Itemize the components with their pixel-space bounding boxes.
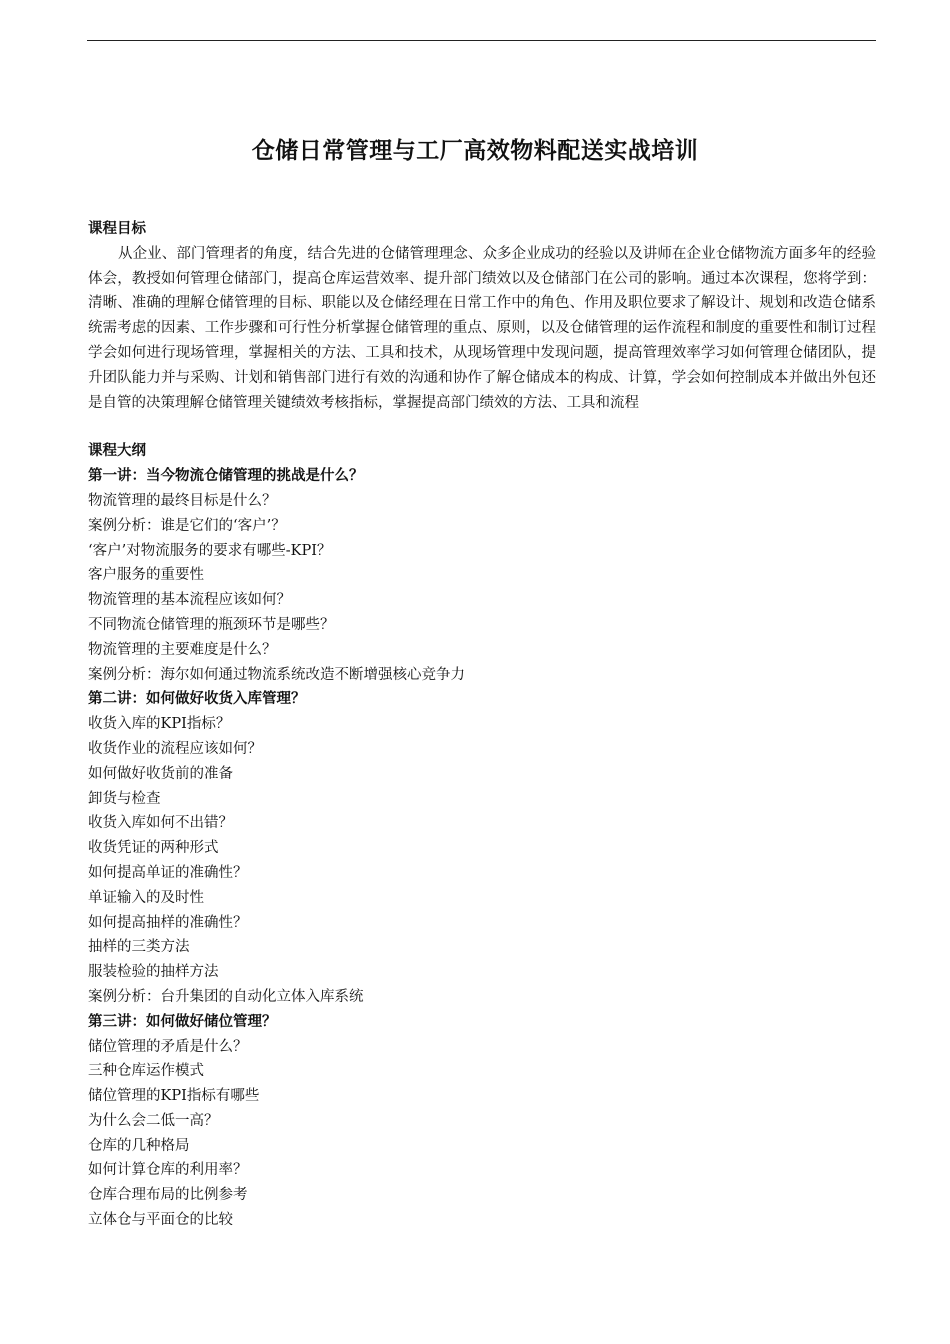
outline-item: 物流管理的基本流程应该如何？ xyxy=(88,592,291,609)
outline-item: 储位管理的KPI指标有哪些 xyxy=(88,1088,260,1105)
outline-item: 抽样的三类方法 xyxy=(88,939,190,956)
outline-item: 三种仓库运作模式 xyxy=(88,1063,204,1080)
outline-item: 为什么会二低一高？ xyxy=(88,1112,219,1129)
outline-item: 仓库的几种格局 xyxy=(88,1137,190,1154)
outline-item: 案例分析：谁是它们的‘客户’？ xyxy=(88,517,286,534)
lecture-heading: 第一讲：当今物流仓储管理的挑战是什么？ xyxy=(88,468,364,485)
outline-item: 物流管理的最终目标是什么？ xyxy=(88,492,277,509)
outline-item: 立体仓与平面仓的比较 xyxy=(88,1212,233,1229)
outline-item: 仓库合理布局的比例参考 xyxy=(88,1187,248,1204)
outline-item: 收货作业的流程应该如何？ xyxy=(88,740,262,757)
outline-list xyxy=(88,464,876,1233)
lecture-heading: 第二讲：如何做好收货入库管理？ xyxy=(88,691,306,708)
outline-item: 收货凭证的两种形式 xyxy=(88,840,219,857)
outline-item: 案例分析：台升集团的自动化立体入库系统 xyxy=(88,988,364,1005)
outline-item: 如何提高单证的准确性？ xyxy=(88,864,248,881)
outline-item: 如何做好收货前的准备 xyxy=(88,765,233,782)
outline-item: 服装检验的抽样方法 xyxy=(88,964,219,981)
header-rule xyxy=(87,40,876,41)
outline-item: 单证输入的及时性 xyxy=(88,889,204,906)
document-title: 仓储日常管理与工厂高效物料配送实战培训 xyxy=(251,138,699,164)
section-spacer xyxy=(88,415,876,439)
outline-item: 案例分析：海尔如何通过物流系统改造不断增强核心竞争力 xyxy=(88,666,465,683)
outline-item: 储位管理的矛盾是什么？ xyxy=(88,1038,248,1055)
objectives-heading: 课程目标 xyxy=(88,221,146,237)
outline-item: 物流管理的主要难度是什么？ xyxy=(88,641,277,658)
lecture-heading: 第三讲：如何做好储位管理？ xyxy=(88,1013,277,1030)
outline-item: 收货入库的KPI指标？ xyxy=(88,716,231,733)
outline-item: 客户服务的重要性 xyxy=(88,567,204,584)
outline-item: 卸货与检查 xyxy=(88,790,161,807)
outline-item: 收货入库如何不出错？ xyxy=(88,815,233,832)
outline-heading: 课程大纲 xyxy=(88,443,146,460)
outline-item: ‘客户’对物流服务的要求有哪些-KPI？ xyxy=(88,542,332,559)
document-body xyxy=(88,217,876,1233)
outline-item: 如何提高抽样的准确性？ xyxy=(88,914,248,931)
objectives-paragraph: 从企业、部门管理者的角度，结合先进的仓储管理理念、众多企业成功的经验以及讲师在企业仓储物流方面多年的经验体会，教授如何管理仓储部门，提高仓库运营效率、提升部门绩效以及仓储部门在公司的影响。通过本次课程，您将学到：清晰、准确的理解仓储管理的目标、职能以及仓储经理在日常工作中的角色、作用及职位要求了解设计、规划和改造仓储系统需考虑的因素、工作步骤和可行性分析掌握仓储管理的重点、原则，以及仓储管理的运作流程和制度的重要性和制订过程学会如何进行现场管理，掌握相关的方法、工具和技术，从现场管理中发现问题，提高管理效率学习如何管理仓储团队，提升团队能力并与采购、计划和销售部门进行有效的沟通和协作了解仓储成本的构成、计算，学会如何控制成本并做出外包还是自管的决策理解仓储管理关键绩效考核指标，掌握提高部门绩效的方法、工具和流程 xyxy=(88,245,876,411)
outline-item: 不同物流仓储管理的瓶颈环节是哪些？ xyxy=(88,616,335,633)
outline-item: 如何计算仓库的利用率？ xyxy=(88,1162,248,1179)
